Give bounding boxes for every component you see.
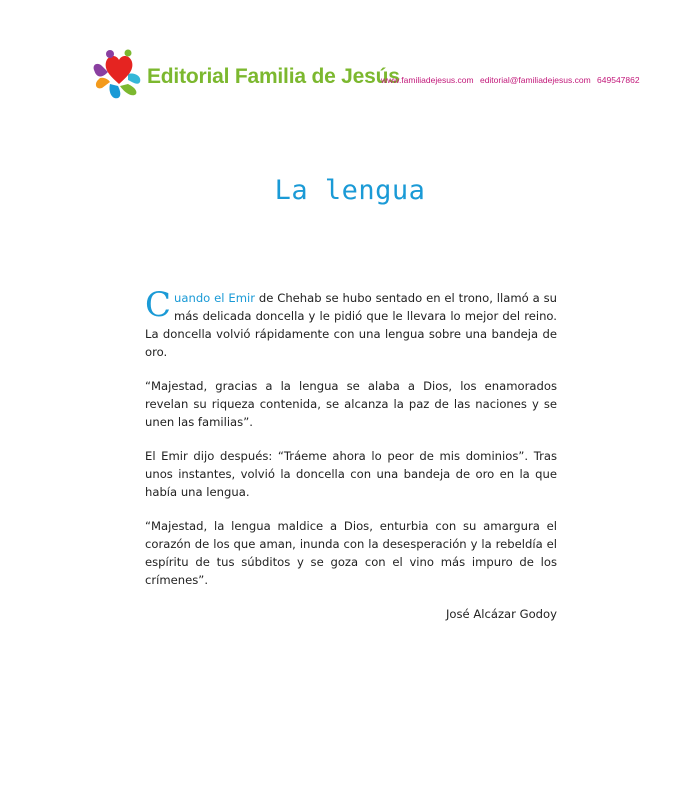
story-paragraph-3: El Emir dijo después: “Tráeme ahora lo peor de mis dominios”. Tras unos instantes, volvió la doncella con una bandeja de oro en la que había una lengua. — [145, 449, 557, 499]
heart-hands-logo-icon — [90, 44, 148, 102]
brand-name: Editorial Familia de Jesús — [147, 65, 400, 88]
story-lead: uando el Emir — [174, 291, 255, 305]
drop-cap: C — [145, 285, 172, 325]
email-link[interactable]: editorial@familiadejesus.com — [479, 75, 591, 85]
story-body — [145, 285, 557, 623]
author-signature: José Alcázar Godoy — [445, 607, 557, 621]
header — [90, 44, 650, 104]
brand-contact — [381, 75, 643, 85]
page-title: La lengua — [274, 175, 426, 206]
story-paragraph-1-text: de Chehab se hubo sentado en el trono, llamó a su más delicada doncella y le pidió que le llevara lo mejor del reino. La doncella volvió rápidamente con una lengua sobre una bandeja de oro. — [145, 291, 557, 359]
story-paragraph-2: “Majestad, gracias a la lengua se alaba a Dios, los enamorados revelan su riqueza contenida, se alcanza la paz de las naciones y se unen las familias”. — [145, 379, 557, 429]
story-paragraph-1 — [145, 285, 557, 361]
story-paragraph-4: “Majestad, la lengua maldice a Dios, enturbia con su amargura el corazón de los que aman, inunda con la desesperación y la rebeldía el espíritu de tus súbditos y se goza con el vino más impuro de los crímenes”. — [145, 519, 557, 587]
phone-number: 649547862 — [597, 75, 640, 85]
website-link[interactable]: www.familiadejesus.com — [381, 75, 474, 85]
